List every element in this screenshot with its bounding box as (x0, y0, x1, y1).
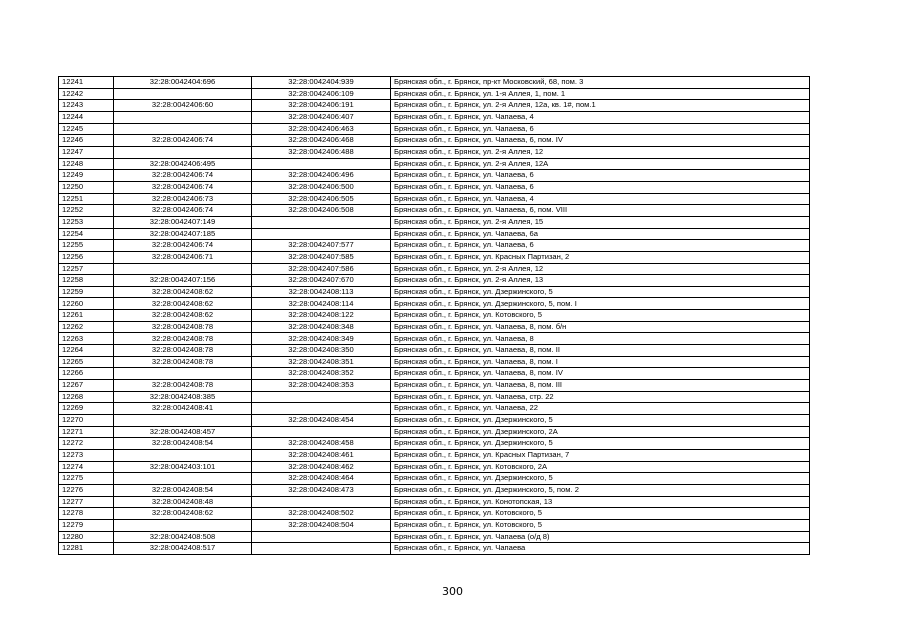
object-cadastral-number-cell: 32:28:0042408:461 (252, 450, 391, 462)
object-cadastral-number-cell: 32:28:0042408:351 (252, 356, 391, 368)
cadastral-number-cell: 32:28:0042406:74 (114, 240, 252, 252)
table-row (59, 216, 810, 228)
address-cell: Брянская обл., г. Брянск, ул. Чапаева, 6 (391, 170, 810, 182)
cadastral-number-cell: 32:28:0042406:73 (114, 193, 252, 205)
object-cadastral-number-cell: 32:28:0042406:496 (252, 170, 391, 182)
table-row (59, 356, 810, 368)
address-cell: Брянская обл., г. Брянск, ул. 2-я Аллея, 12А (391, 158, 810, 170)
cadastral-number-cell: 32:28:0042408:48 (114, 496, 252, 508)
address-cell: Брянская обл., г. Брянск, ул. Чапаева, 4 (391, 111, 810, 123)
page-number: 300 (442, 585, 463, 598)
address-cell: Брянская обл., г. Брянск, ул. Чапаева, 8, пом. III (391, 380, 810, 392)
cadastral-number-cell: 32:28:0042408:517 (114, 543, 252, 555)
cadastral-number-cell: 32:28:0042408:62 (114, 298, 252, 310)
row-number-cell: 12247 (59, 146, 114, 158)
table-row (59, 531, 810, 543)
address-cell: Брянская обл., г. Брянск, ул. 2-я Аллея, 12а, кв. 1#, пом.1 (391, 100, 810, 112)
row-number-cell: 12258 (59, 275, 114, 287)
row-number-cell: 12253 (59, 216, 114, 228)
row-number-cell: 12281 (59, 543, 114, 555)
object-cadastral-number-cell: 32:28:0042408:462 (252, 461, 391, 473)
table-row (59, 519, 810, 531)
table-row (59, 496, 810, 508)
row-number-cell: 12254 (59, 228, 114, 240)
object-cadastral-number-cell: 32:28:0042406:500 (252, 181, 391, 193)
address-cell: Брянская обл., г. Брянск, ул. Чапаева, 8 (391, 333, 810, 345)
cadastral-number-cell: 32:28:0042408:62 (114, 310, 252, 322)
row-number-cell: 12257 (59, 263, 114, 275)
address-cell: Брянская обл., г. Брянск, ул. Красных Партизан, 7 (391, 450, 810, 462)
row-number-cell: 12265 (59, 356, 114, 368)
object-cadastral-number-cell (252, 228, 391, 240)
cadastral-number-cell: 32:28:0042407:149 (114, 216, 252, 228)
object-cadastral-number-cell: 32:28:0042408:454 (252, 415, 391, 427)
cadastral-number-cell: 32:28:0042407:156 (114, 275, 252, 287)
table-row (59, 321, 810, 333)
table-row (59, 426, 810, 438)
table-row (59, 345, 810, 357)
address-cell: Брянская обл., г. Брянск, ул. Чапаева, 22 (391, 403, 810, 415)
address-cell: Брянская обл., г. Брянск, ул. Чапаева, 6 (391, 123, 810, 135)
cadastral-number-cell: 32:28:0042408:508 (114, 531, 252, 543)
address-cell: Брянская обл., г. Брянск, ул. Чапаева, 6, пом. VIII (391, 205, 810, 217)
object-cadastral-number-cell: 32:28:0042408:350 (252, 345, 391, 357)
object-cadastral-number-cell: 32:28:0042408:114 (252, 298, 391, 310)
object-cadastral-number-cell: 32:28:0042407:585 (252, 251, 391, 263)
cadastral-number-cell: 32:28:0042408:78 (114, 380, 252, 392)
registry-table (58, 76, 810, 555)
cadastral-number-cell: 32:28:0042407:185 (114, 228, 252, 240)
address-cell: Брянская обл., г. Брянск, ул. Чапаева, стр. 22 (391, 391, 810, 403)
address-cell: Брянская обл., г. Брянск, ул. Котовского, 2А (391, 461, 810, 473)
row-number-cell: 12246 (59, 135, 114, 147)
table-row (59, 181, 810, 193)
cadastral-number-cell (114, 473, 252, 485)
cadastral-number-cell (114, 263, 252, 275)
table-row (59, 170, 810, 182)
object-cadastral-number-cell: 32:28:0042408:353 (252, 380, 391, 392)
cadastral-number-cell: 32:28:0042408:62 (114, 508, 252, 520)
table-row (59, 205, 810, 217)
object-cadastral-number-cell: 32:28:0042406:463 (252, 123, 391, 135)
object-cadastral-number-cell: 32:28:0042406:468 (252, 135, 391, 147)
row-number-cell: 12273 (59, 450, 114, 462)
cadastral-number-cell: 32:28:0042408:78 (114, 345, 252, 357)
object-cadastral-number-cell: 32:28:0042406:505 (252, 193, 391, 205)
row-number-cell: 12263 (59, 333, 114, 345)
address-cell: Брянская обл., г. Брянск, ул. Красных Партизан, 2 (391, 251, 810, 263)
table-row (59, 415, 810, 427)
table-row (59, 286, 810, 298)
cadastral-number-cell: 32:28:0042408:54 (114, 484, 252, 496)
table-row (59, 310, 810, 322)
object-cadastral-number-cell (252, 496, 391, 508)
table-row (59, 403, 810, 415)
cadastral-number-cell: 32:28:0042406:74 (114, 181, 252, 193)
address-cell: Брянская обл., г. Брянск, ул. Дзержинского, 5 (391, 438, 810, 450)
table-row (59, 146, 810, 158)
cadastral-number-cell: 32:28:0042408:54 (114, 438, 252, 450)
object-cadastral-number-cell (252, 216, 391, 228)
cadastral-number-cell: 32:28:0042408:385 (114, 391, 252, 403)
table-row (59, 333, 810, 345)
object-cadastral-number-cell: 32:28:0042408:349 (252, 333, 391, 345)
row-number-cell: 12270 (59, 415, 114, 427)
object-cadastral-number-cell (252, 426, 391, 438)
row-number-cell: 12276 (59, 484, 114, 496)
cadastral-number-cell (114, 415, 252, 427)
object-cadastral-number-cell: 32:28:0042406:488 (252, 146, 391, 158)
cadastral-number-cell (114, 450, 252, 462)
row-number-cell: 12252 (59, 205, 114, 217)
address-cell: Брянская обл., г. Брянск, ул. Чапаева, 8, пом. IV (391, 368, 810, 380)
table-row (59, 193, 810, 205)
object-cadastral-number-cell: 32:28:0042408:122 (252, 310, 391, 322)
table-row (59, 484, 810, 496)
address-cell: Брянская обл., г. Брянск, ул. Чапаева, 6 (391, 240, 810, 252)
address-cell: Брянская обл., г. Брянск, ул. Конотопская, 13 (391, 496, 810, 508)
cadastral-number-cell: 32:28:0042408:78 (114, 356, 252, 368)
table-row (59, 508, 810, 520)
table-row (59, 123, 810, 135)
cadastral-number-cell: 32:28:0042408:41 (114, 403, 252, 415)
address-cell: Брянская обл., г. Брянск, ул. 2-я Аллея, 13 (391, 275, 810, 287)
object-cadastral-number-cell: 32:28:0042408:458 (252, 438, 391, 450)
object-cadastral-number-cell (252, 158, 391, 170)
address-cell: Брянская обл., г. Брянск, ул. 2-я Аллея, 12 (391, 263, 810, 275)
row-number-cell: 12269 (59, 403, 114, 415)
row-number-cell: 12275 (59, 473, 114, 485)
object-cadastral-number-cell: 32:28:0042408:113 (252, 286, 391, 298)
object-cadastral-number-cell: 32:28:0042407:577 (252, 240, 391, 252)
cadastral-number-cell: 32:28:0042406:74 (114, 135, 252, 147)
address-cell: Брянская обл., г. Брянск, ул. Чапаева (о/д 8) (391, 531, 810, 543)
cadastral-number-cell: 32:28:0042406:74 (114, 205, 252, 217)
cadastral-number-cell (114, 88, 252, 100)
row-number-cell: 12264 (59, 345, 114, 357)
object-cadastral-number-cell: 32:28:0042408:352 (252, 368, 391, 380)
table-row (59, 368, 810, 380)
object-cadastral-number-cell: 32:28:0042408:348 (252, 321, 391, 333)
object-cadastral-number-cell: 32:28:0042406:191 (252, 100, 391, 112)
row-number-cell: 12278 (59, 508, 114, 520)
object-cadastral-number-cell (252, 403, 391, 415)
cadastral-number-cell (114, 519, 252, 531)
table-row (59, 391, 810, 403)
row-number-cell: 12262 (59, 321, 114, 333)
cadastral-number-cell: 32:28:0042406:71 (114, 251, 252, 263)
object-cadastral-number-cell: 32:28:0042408:502 (252, 508, 391, 520)
cadastral-number-cell: 32:28:0042408:78 (114, 321, 252, 333)
object-cadastral-number-cell: 32:28:0042406:407 (252, 111, 391, 123)
row-number-cell: 12267 (59, 380, 114, 392)
address-cell: Брянская обл., г. Брянск, ул. Чапаева, 6, пом. IV (391, 135, 810, 147)
object-cadastral-number-cell: 32:28:0042408:464 (252, 473, 391, 485)
address-cell: Брянская обл., г. Брянск, ул. Дзержинского, 5 (391, 473, 810, 485)
object-cadastral-number-cell: 32:28:0042406:109 (252, 88, 391, 100)
cadastral-number-cell: 32:28:0042404:696 (114, 77, 252, 89)
address-cell: Брянская обл., г. Брянск, ул. Чапаева, 8, пом. II (391, 345, 810, 357)
address-cell: Брянская обл., г. Брянск, ул. Дзержинского, 5 (391, 286, 810, 298)
address-cell: Брянская обл., г. Брянск, ул. 2-я Аллея, 15 (391, 216, 810, 228)
address-cell: Брянская обл., г. Брянск, ул. Чапаева, 6 (391, 181, 810, 193)
table-row (59, 438, 810, 450)
cadastral-number-cell (114, 123, 252, 135)
table-row (59, 240, 810, 252)
address-cell: Брянская обл., г. Брянск, ул. Дзержинского, 5, пом. I (391, 298, 810, 310)
address-cell: Брянская обл., г. Брянск, пр-кт Московский, 68, пом. 3 (391, 77, 810, 89)
row-number-cell: 12272 (59, 438, 114, 450)
cadastral-number-cell: 32:28:0042406:74 (114, 170, 252, 182)
cadastral-number-cell: 32:28:0042406:60 (114, 100, 252, 112)
address-cell: Брянская обл., г. Брянск, ул. Чапаева, 8, пом. I (391, 356, 810, 368)
address-cell: Брянская обл., г. Брянск, ул. 2-я Аллея, 12 (391, 146, 810, 158)
address-cell: Брянская обл., г. Брянск, ул. Дзержинского, 5 (391, 415, 810, 427)
row-number-cell: 12251 (59, 193, 114, 205)
address-cell: Брянская обл., г. Брянск, ул. 1-я Аллея, 1, пом. 1 (391, 88, 810, 100)
row-number-cell: 12277 (59, 496, 114, 508)
row-number-cell: 12242 (59, 88, 114, 100)
cadastral-number-cell (114, 111, 252, 123)
row-number-cell: 12255 (59, 240, 114, 252)
row-number-cell: 12274 (59, 461, 114, 473)
row-number-cell: 12271 (59, 426, 114, 438)
row-number-cell: 12256 (59, 251, 114, 263)
address-cell: Брянская обл., г. Брянск, ул. Чапаева, 4 (391, 193, 810, 205)
table-row (59, 461, 810, 473)
object-cadastral-number-cell: 32:28:0042407:670 (252, 275, 391, 287)
row-number-cell: 12266 (59, 368, 114, 380)
object-cadastral-number-cell (252, 391, 391, 403)
row-number-cell: 12260 (59, 298, 114, 310)
cadastral-number-cell: 32:28:0042406:495 (114, 158, 252, 170)
row-number-cell: 12279 (59, 519, 114, 531)
table-row (59, 111, 810, 123)
address-cell: Брянская обл., г. Брянск, ул. Чапаева, 6а (391, 228, 810, 240)
table-row (59, 135, 810, 147)
table-row (59, 450, 810, 462)
cadastral-number-cell: 32:28:0042408:457 (114, 426, 252, 438)
row-number-cell: 12245 (59, 123, 114, 135)
cadastral-number-cell: 32:28:0042408:78 (114, 333, 252, 345)
object-cadastral-number-cell (252, 543, 391, 555)
row-number-cell: 12261 (59, 310, 114, 322)
table-row (59, 298, 810, 310)
cadastral-number-cell: 32:28:0042403:101 (114, 461, 252, 473)
cadastral-number-cell: 32:28:0042408:62 (114, 286, 252, 298)
address-cell: Брянская обл., г. Брянск, ул. Котовского, 5 (391, 508, 810, 520)
object-cadastral-number-cell: 32:28:0042406:508 (252, 205, 391, 217)
row-number-cell: 12250 (59, 181, 114, 193)
row-number-cell: 12244 (59, 111, 114, 123)
cadastral-number-cell (114, 368, 252, 380)
table-row (59, 543, 810, 555)
table-row (59, 263, 810, 275)
address-cell: Брянская обл., г. Брянск, ул. Дзержинского, 2А (391, 426, 810, 438)
address-cell: Брянская обл., г. Брянск, ул. Котовского, 5 (391, 310, 810, 322)
object-cadastral-number-cell (252, 531, 391, 543)
object-cadastral-number-cell: 32:28:0042408:504 (252, 519, 391, 531)
row-number-cell: 12280 (59, 531, 114, 543)
cadastral-number-cell (114, 146, 252, 158)
table-row (59, 88, 810, 100)
row-number-cell: 12259 (59, 286, 114, 298)
row-number-cell: 12268 (59, 391, 114, 403)
address-cell: Брянская обл., г. Брянск, ул. Котовского, 5 (391, 519, 810, 531)
table-row (59, 228, 810, 240)
table-row (59, 158, 810, 170)
address-cell: Брянская обл., г. Брянск, ул. Дзержинского, 5, пом. 2 (391, 484, 810, 496)
row-number-cell: 12248 (59, 158, 114, 170)
row-number-cell: 12249 (59, 170, 114, 182)
address-cell: Брянская обл., г. Брянск, ул. Чапаева (391, 543, 810, 555)
object-cadastral-number-cell: 32:28:0042408:473 (252, 484, 391, 496)
object-cadastral-number-cell: 32:28:0042404:939 (252, 77, 391, 89)
table-row (59, 473, 810, 485)
address-cell: Брянская обл., г. Брянск, ул. Чапаева, 8, пом. б/н (391, 321, 810, 333)
registry-table-body (59, 77, 810, 555)
row-number-cell: 12241 (59, 77, 114, 89)
object-cadastral-number-cell: 32:28:0042407:586 (252, 263, 391, 275)
table-row (59, 380, 810, 392)
table-row (59, 275, 810, 287)
row-number-cell: 12243 (59, 100, 114, 112)
table-row (59, 100, 810, 112)
table-row (59, 251, 810, 263)
table-row (59, 77, 810, 89)
